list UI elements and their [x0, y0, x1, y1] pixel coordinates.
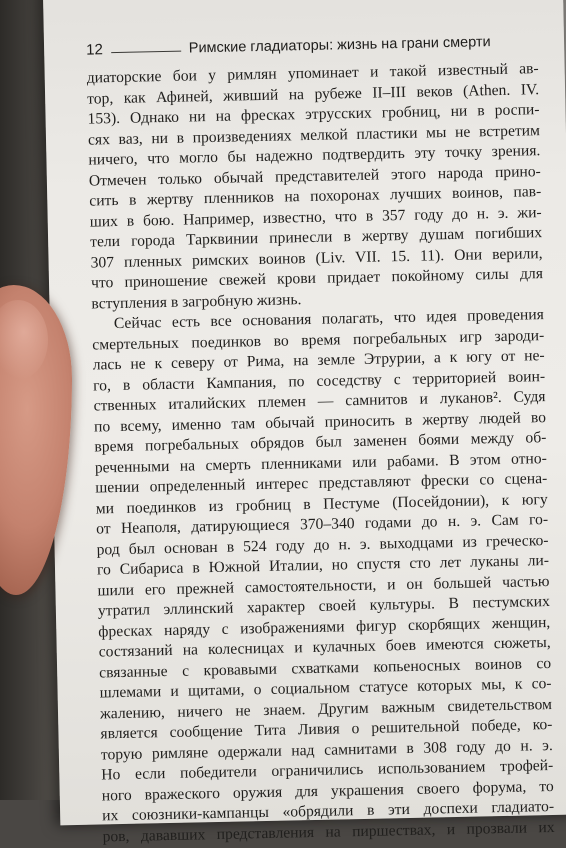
text-line: по всему, именно там обычай приносить в жертву людей во — [93, 408, 547, 436]
paragraph-2 — [92, 305, 555, 847]
text-line: лась не к северу от Рима, на земле Этрурии, а к югу от не- — [92, 347, 545, 374]
text-line: шлемами и щитами, о социальном статусе которых мы, к со- — [99, 675, 552, 702]
text-line: го Сибариса в Южной Италии, но спустя сто лет луканы ли- — [96, 552, 550, 579]
text-line: торую римляне одержали над самнитами в 308 году до н. э. — [100, 736, 553, 763]
text-line: тор, как Афиней, живший на рубеже II–III веков (Athen. IV. — [86, 80, 540, 108]
header-rule — [111, 51, 181, 53]
text-line: ничего, что могло бы надежно подтвердить эту точку зрения. — [88, 142, 541, 169]
text-line: их союзники-кампанцы «обрядили в эти доспехи гладиато- — [102, 797, 555, 825]
text-line: сить в жертву пленников на похоронах лучших воинов, пав- — [89, 183, 542, 210]
text-line: является сообщение Тита Ливия о решительной победе, ко- — [100, 715, 553, 743]
page-header — [86, 25, 536, 58]
text-line: тели города Тарквинии принесли в жертву душам погибших — [89, 224, 543, 251]
running-title: Римские гладиаторы: жизнь на грани смерти — [188, 34, 491, 57]
text-line: ших в бою. Например, известно, что в 357 году до н. э. жи- — [89, 203, 542, 231]
text-line: фресках наряду с изображениями фигур скорбящих женщин, — [98, 613, 551, 640]
text-line: вступления в загробную жизнь. — [91, 290, 302, 313]
text-line: связанные с кровавыми схватками копьеносных воинов со — [99, 654, 552, 681]
text-line: реченными на смерть пленниками или рабами. В этом отно- — [94, 449, 547, 477]
text-line: 153). Однако ни на фресках этрусских гробниц, ни в роспи- — [87, 101, 540, 128]
text-line: ров, дававших представления на пиршествах, и прозвали их — [102, 818, 555, 845]
text-line: род был основан в 524 году до н. э. выходцами из греческо- — [96, 531, 549, 558]
text-line: сях ваз, ни в произведениях мелкой пластики мы не встретим — [87, 121, 541, 149]
text-line: утратил эллинский характер своей культуры. В пестумских — [97, 593, 550, 620]
text-line: Но если победители ограничились использованием трофей- — [101, 756, 554, 784]
paragraph-1 — [87, 59, 544, 314]
text-line: Сейчас есть все основания полагать, что идея проведения — [113, 306, 544, 333]
text-line: диаторские бои у римлян упоминает и такой известный ав- — [86, 60, 539, 87]
text-line: что приношение свежей крови придает покойному силы для — [90, 265, 544, 292]
text-line: шении определенный интерес представляют фрески со сцена- — [95, 470, 548, 497]
text-line: жалению, ничего не знаем. Другим важным свидетельством — [99, 695, 553, 722]
text-line: смертельных поединков во время погребальных игр зароди- — [92, 326, 545, 354]
text-line: ного вражеского оружия для украшения своего форума, то — [101, 777, 554, 804]
page-number: 12 — [85, 41, 104, 59]
text-line: 307 пленных римских воинов (Liv. VII. 15. 11). Они верили, — [90, 244, 543, 272]
text-line: состязаний на колесницах и кулачных боев имеются сюжеты, — [98, 634, 551, 661]
text-line: от Неаполя, датирующиеся 370–340 годами до н. э. Сам го- — [95, 511, 549, 538]
text-line: шили его прежней самостоятельности, и он большей частью — [97, 572, 550, 599]
text-line: ственных италийских племен — самнитов и луканов². Судя — [93, 388, 546, 415]
book-page — [43, 0, 566, 845]
text-line: Отмечен только обычай представителей этого народа прино- — [88, 162, 541, 190]
text-line: ми поединков из гробниц в Пестуме (Посейдонии), к югу — [95, 490, 548, 518]
text-line: го, в области Кампания, по соседству с территорией воин- — [92, 367, 546, 395]
text-line: время погребальных обрядов был заменен боями между об- — [94, 429, 547, 456]
body-text — [87, 59, 555, 847]
